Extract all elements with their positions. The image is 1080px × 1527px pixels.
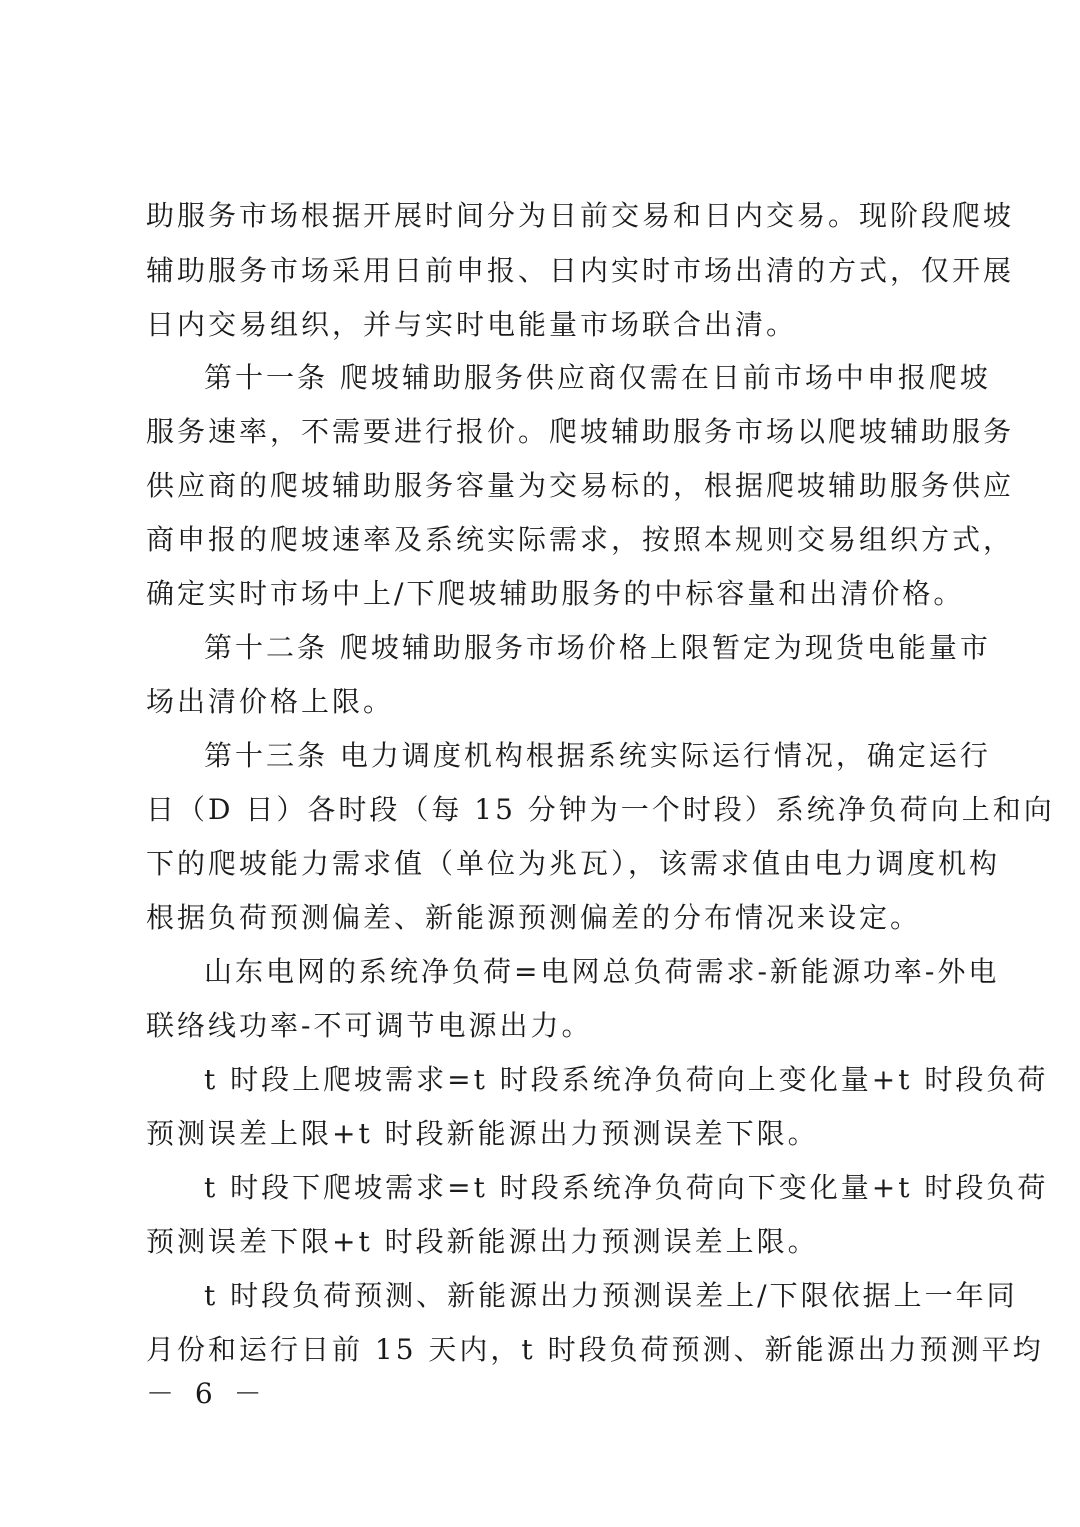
article-13-line: 第十三条 电力调度机构根据系统实际运行情况，确定运行 bbox=[204, 739, 991, 772]
text-line: 商申报的爬坡速率及系统实际需求，按照本规则交易组织方式， bbox=[146, 523, 1015, 556]
text-line: 日内交易组织，并与实时电能量市场联合出清。 bbox=[146, 308, 798, 341]
text-line: 山东电网的系统净负荷=电网总负荷需求-新能源功率-外电 bbox=[204, 955, 1000, 988]
text-line: 月份和运行日前 15 天内，t 时段负荷预测、新能源出力预测平均 bbox=[146, 1333, 1044, 1366]
text-line: t 时段下爬坡需求=t 时段系统净负荷向下变化量+t 时段负荷 bbox=[204, 1171, 1049, 1204]
text-line: t 时段上爬坡需求=t 时段系统净负荷向上变化量+t 时段负荷 bbox=[204, 1063, 1049, 1096]
article-11-line: 第十一条 爬坡辅助服务供应商仅需在日前市场中申报爬坡 bbox=[204, 361, 991, 394]
text-line: 预测误差下限+t 时段新能源出力预测误差上限。 bbox=[146, 1225, 819, 1258]
page-number: － 6 － bbox=[146, 1377, 268, 1410]
text-line: 日（D 日）各时段（每 15 分钟为一个时段）系统净负荷向上和向 bbox=[146, 793, 1055, 826]
article-12-line: 第十二条 爬坡辅助服务市场价格上限暂定为现货电能量市 bbox=[204, 631, 991, 664]
text-line: 预测误差上限+t 时段新能源出力预测误差下限。 bbox=[146, 1117, 819, 1150]
text-line: 辅助服务市场采用日前申报、日内实时市场出清的方式，仅开展 bbox=[146, 254, 1015, 287]
text-line: 助服务市场根据开展时间分为日前交易和日内交易。现阶段爬坡 bbox=[146, 199, 1015, 232]
text-line: 确定实时市场中上/下爬坡辅助服务的中标容量和出清价格。 bbox=[146, 577, 965, 610]
text-line: 供应商的爬坡辅助服务容量为交易标的，根据爬坡辅助服务供应 bbox=[146, 469, 1015, 502]
text-line: 服务速率，不需要进行报价。爬坡辅助服务市场以爬坡辅助服务 bbox=[146, 415, 1015, 448]
text-line: 场出清价格上限。 bbox=[146, 685, 395, 718]
text-line: 下的爬坡能力需求值（单位为兆瓦），该需求值由电力调度机构 bbox=[146, 847, 1001, 880]
text-line: t 时段负荷预测、新能源出力预测误差上/下限依据上一年同 bbox=[204, 1279, 1018, 1312]
text-line: 联络线功率-不可调节电源出力。 bbox=[146, 1009, 593, 1042]
text-line: 根据负荷预测偏差、新能源预测偏差的分布情况来设定。 bbox=[146, 901, 922, 934]
